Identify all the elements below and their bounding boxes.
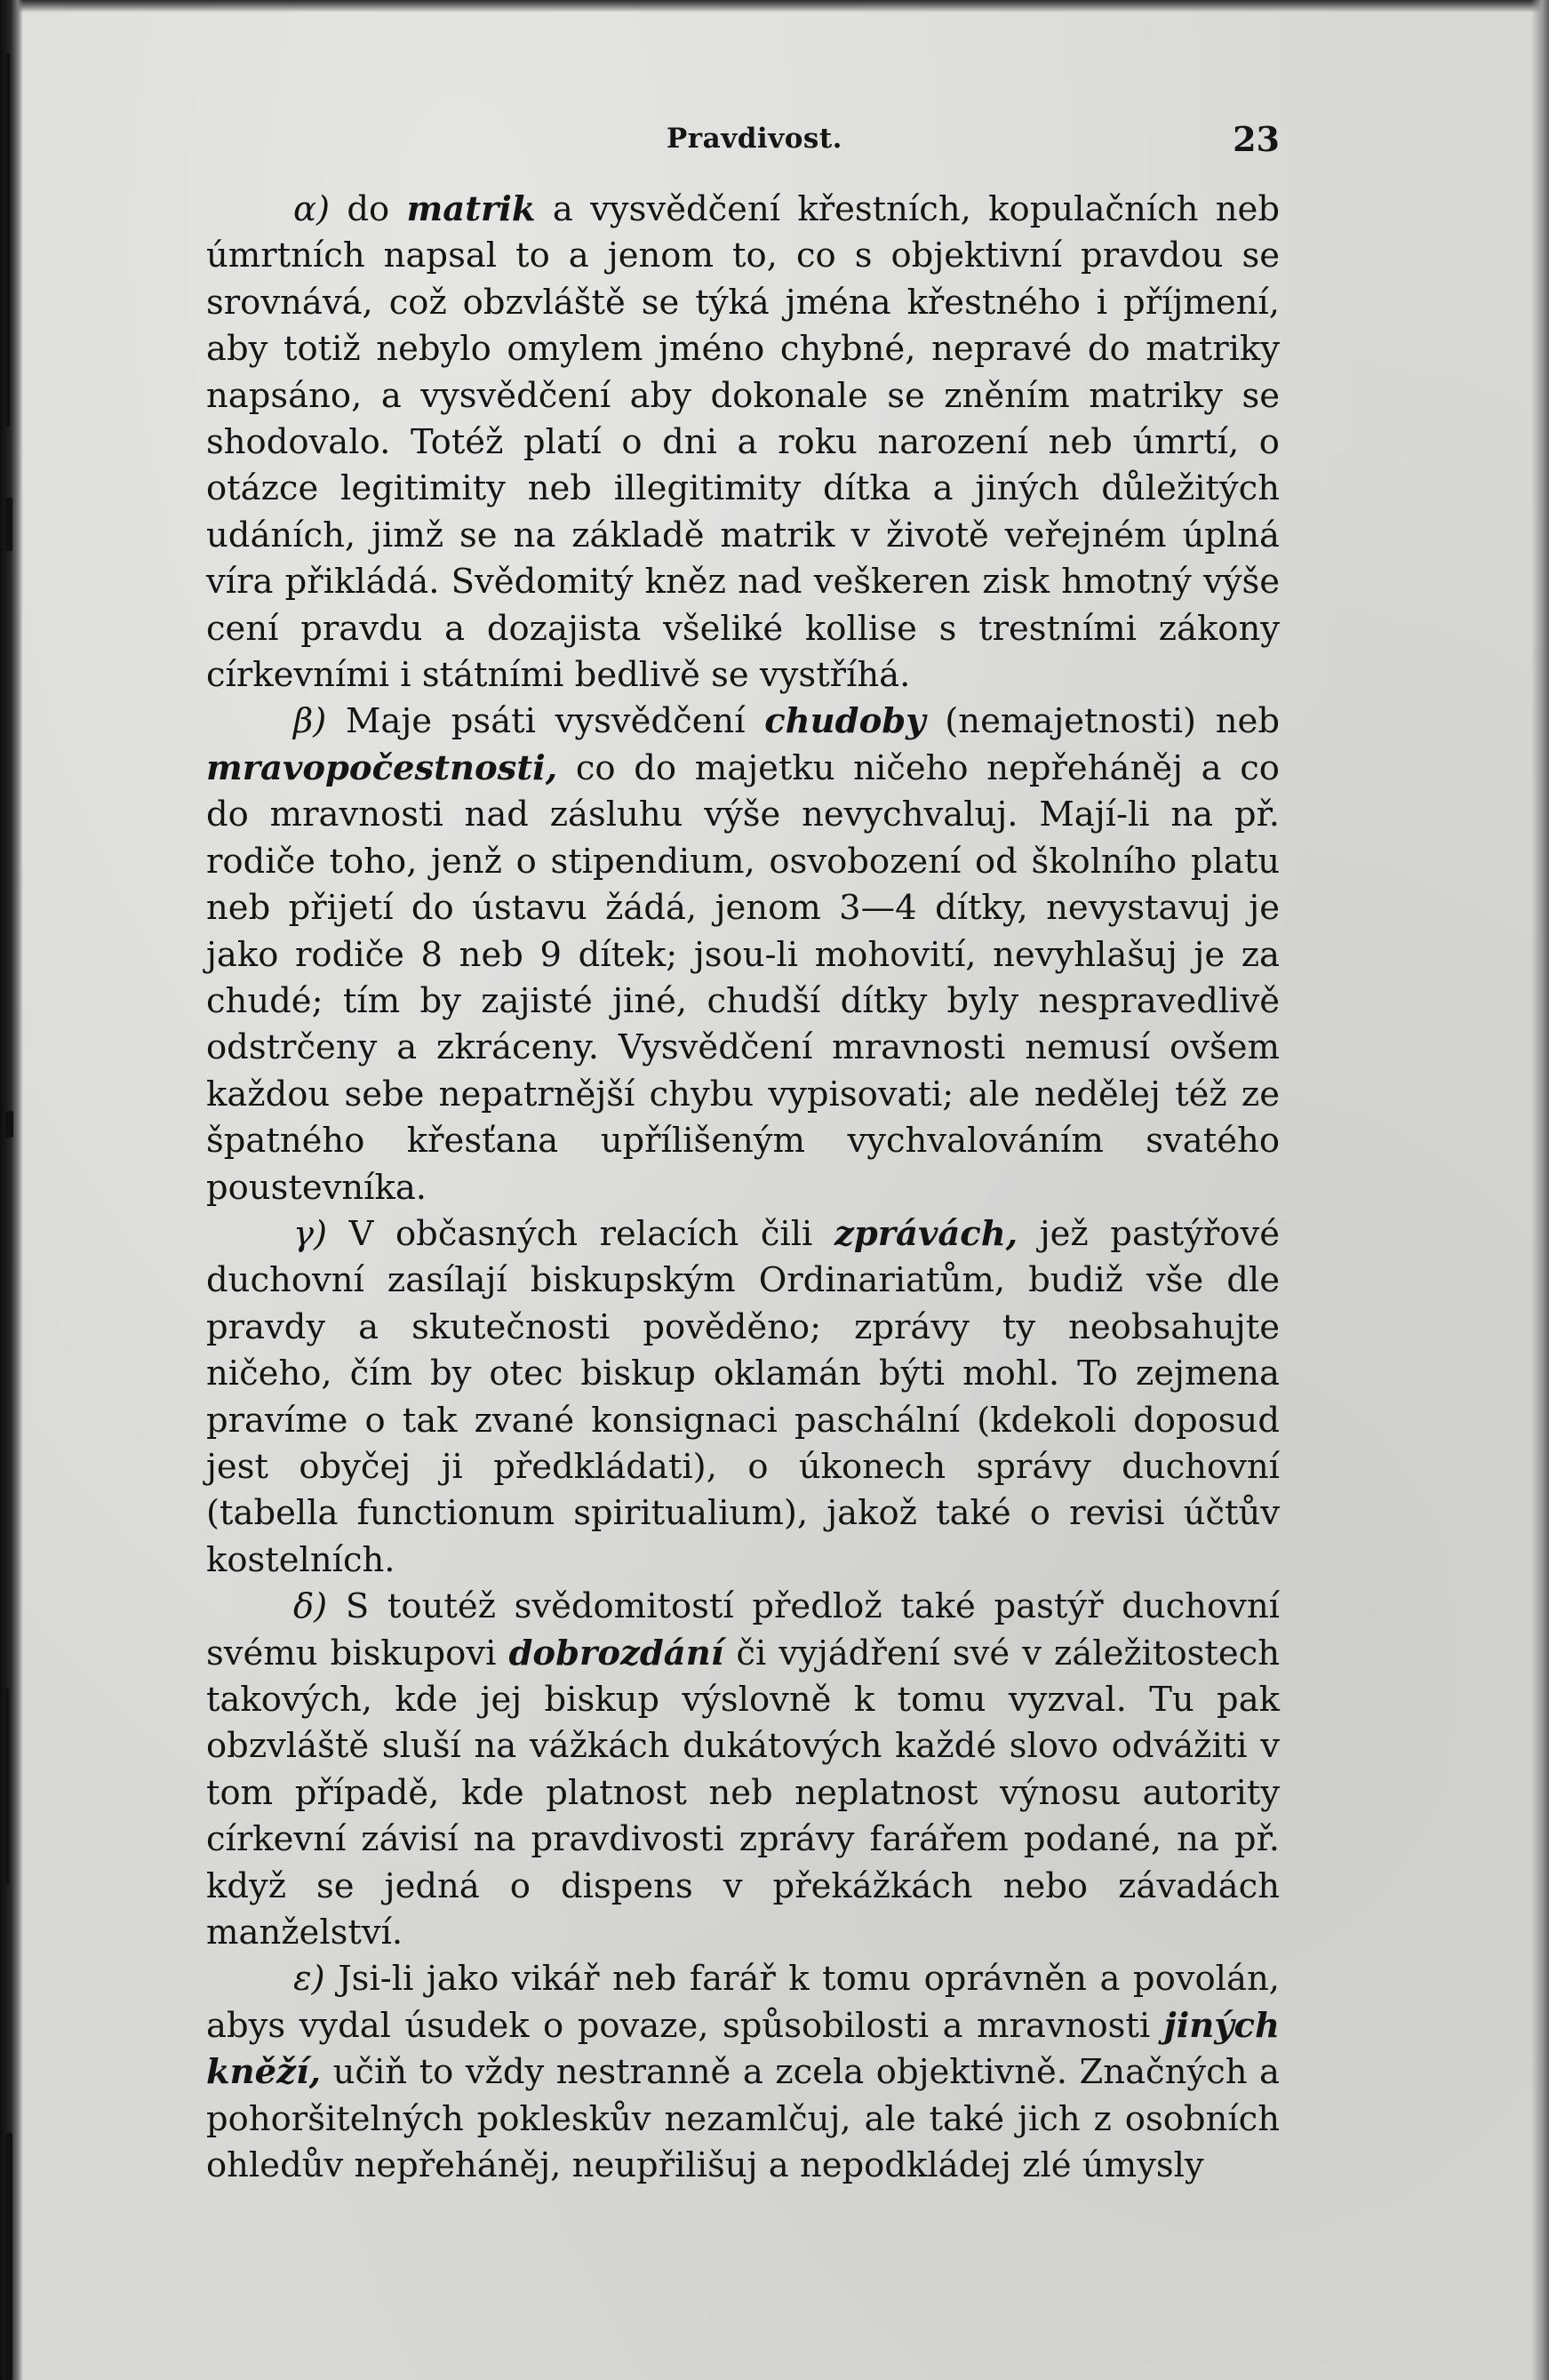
top-scan-edge — [0, 0, 1549, 12]
emphasized-term: dobrozdání — [508, 1633, 724, 1673]
paragraph-marker: β) — [293, 701, 327, 742]
emphasized-term: zprávách, — [834, 1213, 1018, 1254]
text-run: V občasných relacích čili — [327, 1213, 834, 1254]
page-body — [206, 187, 1280, 2189]
binding-mark — [5, 1111, 13, 1138]
text-run: (nemajetnosti) neb — [925, 701, 1280, 742]
paragraph-marker: ε) — [293, 1959, 325, 2000]
emphasized-term: chudoby — [764, 701, 926, 742]
text-run: a vysvědčení křestních, kopulačních neb úmrtních napsal to a jenom to, co s objektivní pravdou se srovnává, což obzvláště se týká jména křestného i příjmení, aby totiž nebylo omylem jméno chybné, nepravé do matriky napsáno, a vysvědčení aby dokonale se zněním matriky se shodovalo. Totéž platí o dni a roku narození neb úmrtí, o otázce legitimity neb illegitimity dítka a jiných důležitých udáních, jimž se na základě matrik v životě veřejném úplná víra přikládá. Svědomitý kněz nad veškeren zisk hmotný výše cení pravdu a dozajista všeliké kollise s trestními zákony církevními i státními bedlivě se vystříhá. — [206, 189, 1280, 696]
page-header — [204, 119, 1280, 167]
left-binding-edge — [0, 0, 23, 2380]
running-head: Pravdivost. — [667, 123, 842, 155]
paragraph-gamma — [206, 1211, 1280, 1584]
right-scan-edge — [1531, 0, 1549, 2380]
paragraph-marker: γ) — [293, 1213, 328, 1254]
text-run: Maje psáti vysvědčení — [326, 701, 765, 742]
text-run: S toutéž svědomitostí předlož také pastýř duchovní svému biskupovi — [206, 1586, 1280, 1673]
emphasized-term: mravopočestnosti, — [206, 747, 558, 788]
text-run: co do majetku ničeho nepřeháněj a co do mravnosti nad zásluhu výše nevychvaluj. Mají-li na př. rodiče toho, jenž o stipendium, osvobození od školního platu neb přijetí do ústavu žádá, jenom 3—4 dítky, nevystavuj je jako rodiče 8 neb 9 dítek; jsou-li mohovití, nevyhlašuj je za chudé; tím by zajisté jiné, chudší dítky byly nespravedlivě odstrčeny a zkráceny. Vysvědčení mravnosti nemusí ovšem každou sebe nepatrnější chybu vypisovati; ale nedělej též ze špatného křesťana upřílišeným vychvalováním svatého poustevníka. — [206, 747, 1280, 1208]
text-run: či vyjádření své v záležitostech takových, kde jej biskup výslovně k tomu vyzval. Tu pak obzvláště sluší na vážkách dukátových každé slovo odvážiti v tom případě, kde platnost neb neplatnost výnosu autority církevní závisí na pravdivosti zprávy farářem podané, na př. když se jedná o dispens v překážkách nebo závadách manželství. — [206, 1633, 1280, 1953]
paragraph-marker: α) — [293, 189, 331, 229]
paragraph-beta — [206, 699, 1280, 1210]
text-run: do — [330, 189, 407, 229]
text-run: Jsi-li jako vikář neb farář k tomu oprávněn a povolán, abys vydal úsudek o povaze, spůsobilosti a mravnosti — [206, 1959, 1280, 2046]
paragraph-epsilon — [206, 1956, 1280, 2189]
text-run: jež pastýřové duchovní zasílají biskupským Ordinariatům, budiž vše dle pravdy a skutečnosti pověděno; zprávy ty neobsahujte ničeho, čím by otec biskup oklamán býti mohl. To zejmena pravíme o tak zvané konsignaci paschální (kdekoli doposud jest obyčej ji předkládati), o úkonech správy duchovní (tabella functionum spiritualium), jakož také o revisi účtův kostelních. — [206, 1213, 1280, 1580]
paragraph-alpha — [206, 187, 1280, 699]
binding-mark — [5, 1689, 9, 1884]
page-number: 23 — [1233, 119, 1280, 159]
paragraph-delta — [206, 1584, 1280, 1956]
binding-mark — [5, 53, 10, 427]
paragraph-marker: δ) — [293, 1586, 328, 1627]
text-run: učiň to vždy nestranně a zcela objektivně. Značných a pohoršitelných pokleskův nezamlčuj, ale také jich z osobních ohledův nepřeháněj, neupřilišuj a nepodkládej zlé úmysly — [206, 2052, 1280, 2186]
binding-mark — [5, 2133, 12, 2380]
binding-mark — [5, 498, 12, 551]
emphasized-term: matrik — [406, 189, 536, 229]
emphasized-term: jiných kněží, — [206, 2005, 1280, 2093]
